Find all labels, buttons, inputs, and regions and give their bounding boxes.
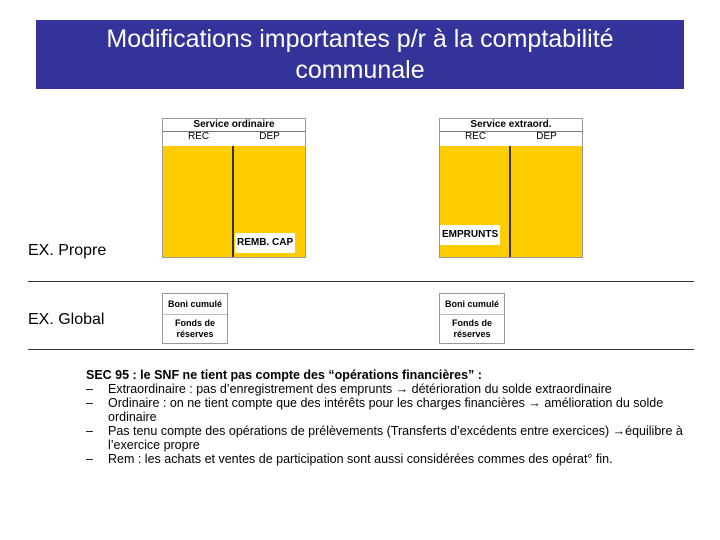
ledger-tag-remb-cap: REMB. CAP [235,233,295,253]
ledger-tag-emprunts: EMPRUNTS [440,225,500,245]
list-item [86,382,686,396]
fonds-reserves-line2: réserves [176,329,214,339]
box-boni-fonds-right [439,293,505,344]
list-item [86,452,686,466]
ledger-header: Service extraord. [440,119,582,132]
fonds-reserves-line1: Fonds de [175,318,215,328]
slide-title-line2: communale [295,56,425,84]
ledger-rec-label: REC [187,131,210,142]
fonds-reserves-line2: réserves [453,329,491,339]
list-item-text: Pas tenu compte des opérations de prélèvements (Transferts d’excédents entre exercices) →équilibre à l’exercice propre [108,424,683,452]
fonds-reserves-label [440,315,504,343]
list-item-text: Ordinaire : on ne tient compte que des intérêts pour les charges financières → amélioration du solde ordinaire [108,396,664,424]
dash-bullet: – [86,382,93,396]
boni-cumule-label: Boni cumulé [163,294,227,315]
ledger-header: Service ordinaire [163,119,305,132]
divider-line [28,281,694,282]
ledger-service-extraordinaire [439,118,583,258]
boni-cumule-label: Boni cumulé [440,294,504,315]
list-item-text: Rem : les achats et ventes de participation sont aussi considérées commes des opérat° fin. [108,452,613,466]
ledger-dep-label: DEP [259,131,280,142]
label-ex-propre: EX. Propre [28,242,107,259]
fonds-reserves-label [163,315,227,343]
dash-bullet: – [86,396,93,410]
ledger-rec-column [163,146,234,257]
list-item-text: Extraordinaire : pas d’enregistrement des emprunts → détérioration du solde extraordinaire [108,382,612,396]
ledger-service-ordinaire [162,118,306,258]
divider-line [28,349,694,350]
list-item [86,424,686,452]
box-boni-fonds-left [162,293,228,344]
notes-list [86,382,686,466]
ledger-dep-label: DEP [536,131,557,142]
fonds-reserves-line1: Fonds de [452,318,492,328]
slide-title [36,20,684,89]
notes-block [86,368,686,466]
dash-bullet: – [86,452,93,466]
notes-heading: SEC 95 : le SNF ne tient pas compte des “opérations financières” : [86,368,482,382]
label-ex-global: EX. Global [28,311,105,328]
ledger-rec-label: REC [464,131,487,142]
list-item [86,396,686,424]
slide-title-line1: Modifications importantes p/r à la comptabilité [106,25,614,53]
ledger-dep-column [511,146,582,257]
dash-bullet: – [86,424,93,438]
